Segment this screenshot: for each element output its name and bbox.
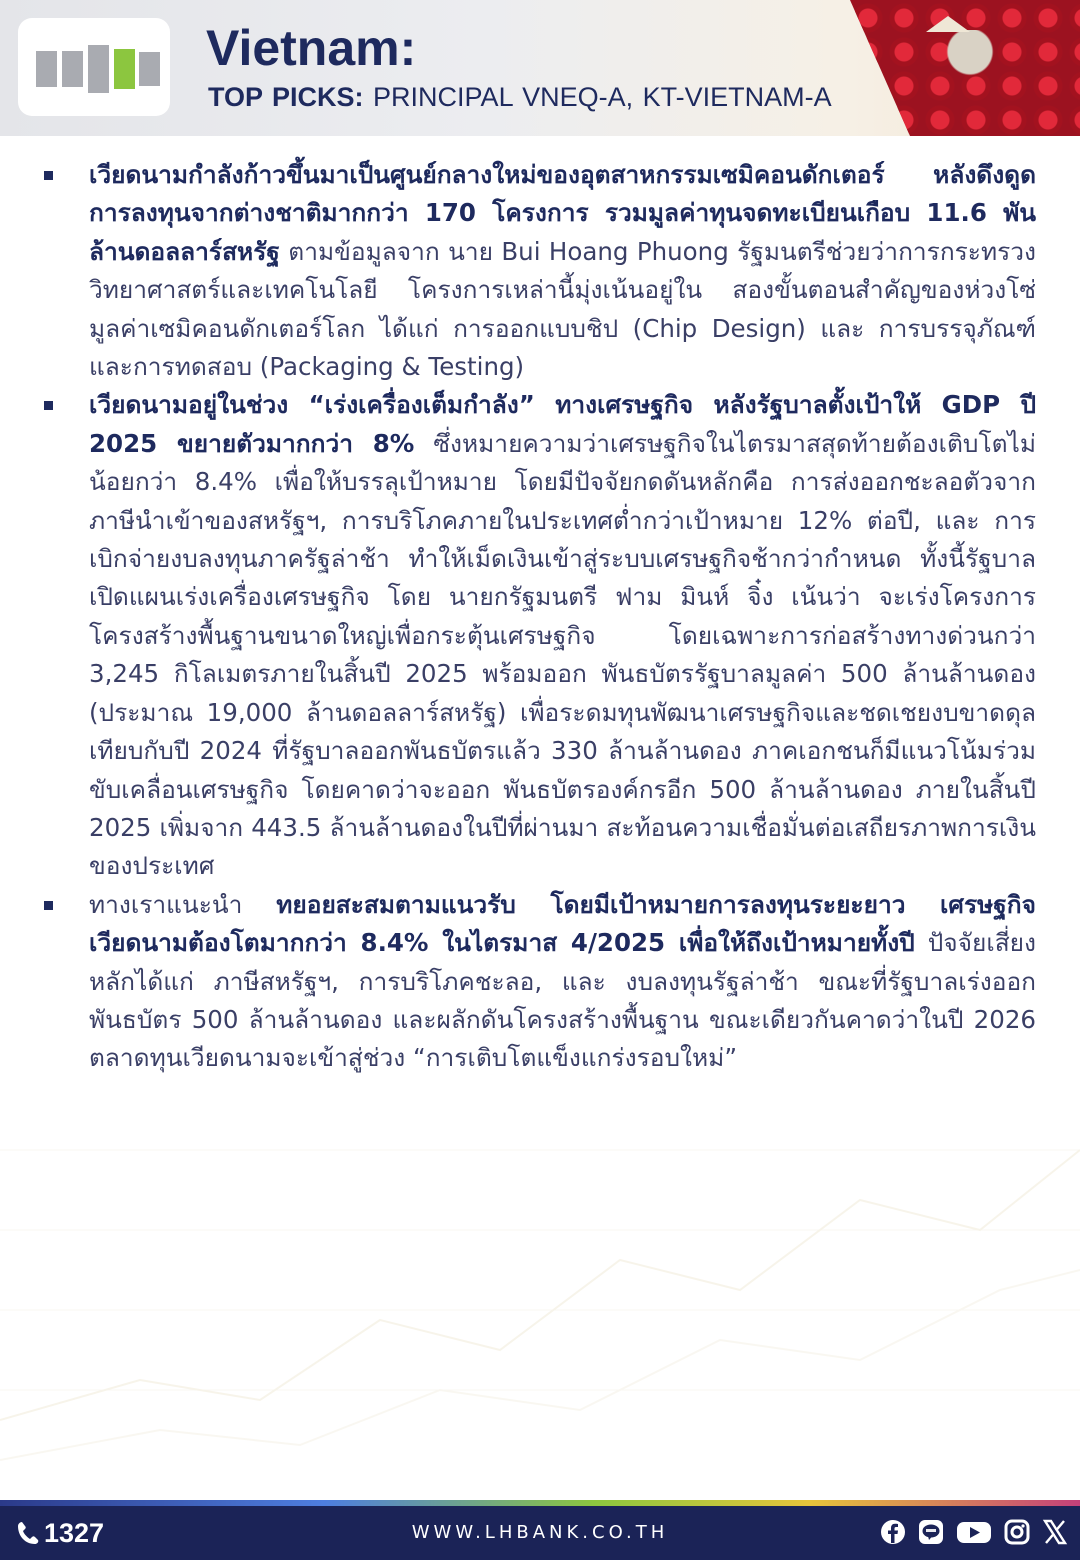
photo-conical-hat — [926, 16, 970, 32]
bullet-point — [44, 156, 1036, 386]
bullet-marker-icon — [44, 401, 53, 410]
x-icon[interactable] — [1042, 1518, 1068, 1546]
logo-bar — [88, 45, 109, 93]
page-subtitle — [208, 80, 832, 114]
logo-bar — [139, 52, 160, 86]
bullet-list — [44, 156, 1036, 1078]
logo-bar-accent — [114, 49, 135, 89]
bullet-marker-icon — [44, 901, 53, 910]
subtitle-label: TOP PICKS: — [208, 82, 364, 112]
facebook-icon[interactable] — [880, 1518, 906, 1546]
header-banner — [0, 0, 1080, 136]
bank-logo — [18, 18, 170, 116]
website-link[interactable]: WWW.LHBANK.CO.TH — [411, 1522, 669, 1543]
footer — [0, 1506, 1080, 1560]
chart-watermark — [0, 1090, 1080, 1500]
photo-figure — [938, 30, 1002, 84]
point-text: ซึ่งหมายความว่าเศรษฐกิจในไตรมาสสุดท้ายต้องเติบโตไม่น้อยกว่า 8.4% เพื่อให้บรรลุเป้าหมาย โดยมีปัจจัยกดดันหลักคือ การส่งออกชะลอตัวจากภาษีนำเข้าของสหรัฐฯ, การบริโภคภายในประเทศต่ำกว่าเป้าหมาย 12% ต่อปี, และ การเบิกจ่ายงบลงทุนภาครัฐล่าช้า ทำให้เม็ดเงินเข้าสู่ระบบเศรษฐกิจช้ากว่ากำหนด ทั้งนี้รัฐบาลเปิดแผนเร่งเครื่องเศรษฐกิจ โดย นายกรัฐมนตรี ฟาม มินห์ จิ๋ง เน้นว่า จะเร่งโครงการโครงสร้างพื้นฐานขนาดใหญ่เพื่อกระตุ้นเศรษฐกิจ โดยเฉพาะการก่อสร้างทางด่วนกว่า 3,245 กิโลเมตรภายในสิ้นปี 2025 พร้อมออก พันธบัตรรัฐบาลมูลค่า 500 ล้านล้านดอง (ประมาณ 19,000 ล้านดอลลาร์สหรัฐ) เพื่อระดมทุนพัฒนาเศรษฐกิจและชดเชยงบขาดดุล เทียบกับปี 2024 ที่รัฐบาลออกพันธบัตรแล้ว 330 ล้านล้านดอง ภาคเอกชนก็มีแนวโน้มร่วมขับเคลื่อนเศรษฐกิจ โดยคาดว่าจะออก พันธบัตรองค์กรอีก 500 ล้านล้านดอง ภายในสิ้นปี 2025 เพิ่มจาก 443.5 ล้านล้านดองในปีที่ผ่านมา สะท้อนความเชื่อมั่นต่อเสถียรภาพการเงินของประเทศ — [89, 428, 1036, 881]
line-icon[interactable] — [918, 1518, 944, 1546]
point-text: ตามข้อมูลจาก นาย Bui Hoang Phuong รัฐมนตรีช่วยว่าการกระทรวงวิทยาศาสตร์และเทคโนโลยี โครงการเหล่านี้มุ่งเน้นอยู่ใน สองขั้นตอนสำคัญของห่วงโซ่มูลค่าเซมิคอนดักเตอร์โลก ได้แก่ การออกแบบชิป (Chip Design) และ การบรรจุภัณฑ์และการทดสอบ (Packaging & Testing) — [89, 236, 1036, 382]
header-photo — [850, 0, 1080, 136]
bullet-point — [44, 386, 1036, 885]
point-text: ปัจจัยเสี่ยงหลักได้แก่ ภาษีสหรัฐฯ, การบริโภคชะลอ, และ งบลงทุนรัฐล่าช้า ขณะที่รัฐบาลเร่งออกพันธบัตร 500 ล้านล้านดอง และผลักดันโครงสร้างพื้นฐาน ขณะเดียวกันคาดว่าในปี 2026 ตลาดทุนเวียดนามจะเข้าสู่ช่วง “การเติบโตแข็งแกร่งรอบใหม่” — [89, 928, 1036, 1073]
hotline-number[interactable]: 1327 — [44, 1518, 105, 1548]
bullet-marker-icon — [44, 171, 53, 180]
point-highlight: เวียดนามอยู่ในช่วง “เร่งเครื่องเต็มกำลัง” ทางเศรษฐกิจ หลังรัฐบาลตั้งเป้าให้ GDP ปี 2025 ขยายตัวมากกว่า 8% — [89, 390, 1036, 458]
point-highlight: ทยอยสะสมตามแนวรับ โดยมีเป้าหมายการลงทุนระยะยาว เศรษฐกิจเวียดนามต้องโตมากกว่า 8.4% ในไตรมาส 4/2025 เพื่อให้ถึงเป้าหมายทั้งปี — [89, 889, 1036, 958]
logo-bar — [36, 51, 57, 87]
bullet-point — [44, 886, 1036, 1078]
logo-bar — [62, 51, 83, 87]
page-title: Vietnam: — [206, 20, 417, 76]
youtube-icon[interactable] — [956, 1518, 992, 1546]
instagram-icon[interactable] — [1004, 1518, 1030, 1546]
point-lead: ทางเราแนะนำ — [89, 889, 277, 919]
point-highlight: เวียดนามกำลังก้าวขึ้นมาเป็นศูนย์กลางใหม่ของอุตสาหกรรมเซมิคอนดักเตอร์ หลังดึงดูดการลงทุนจากต่างชาติมากกว่า 170 โครงการ รวมมูลค่าทุนจดทะเบียนเกือบ 11.6 พันล้านดอลลาร์สหรัฐ — [89, 160, 1036, 266]
article-body — [44, 156, 1036, 1078]
subtitle-funds: PRINCIPAL VNEQ-A, KT-VIETNAM-A — [363, 82, 832, 112]
